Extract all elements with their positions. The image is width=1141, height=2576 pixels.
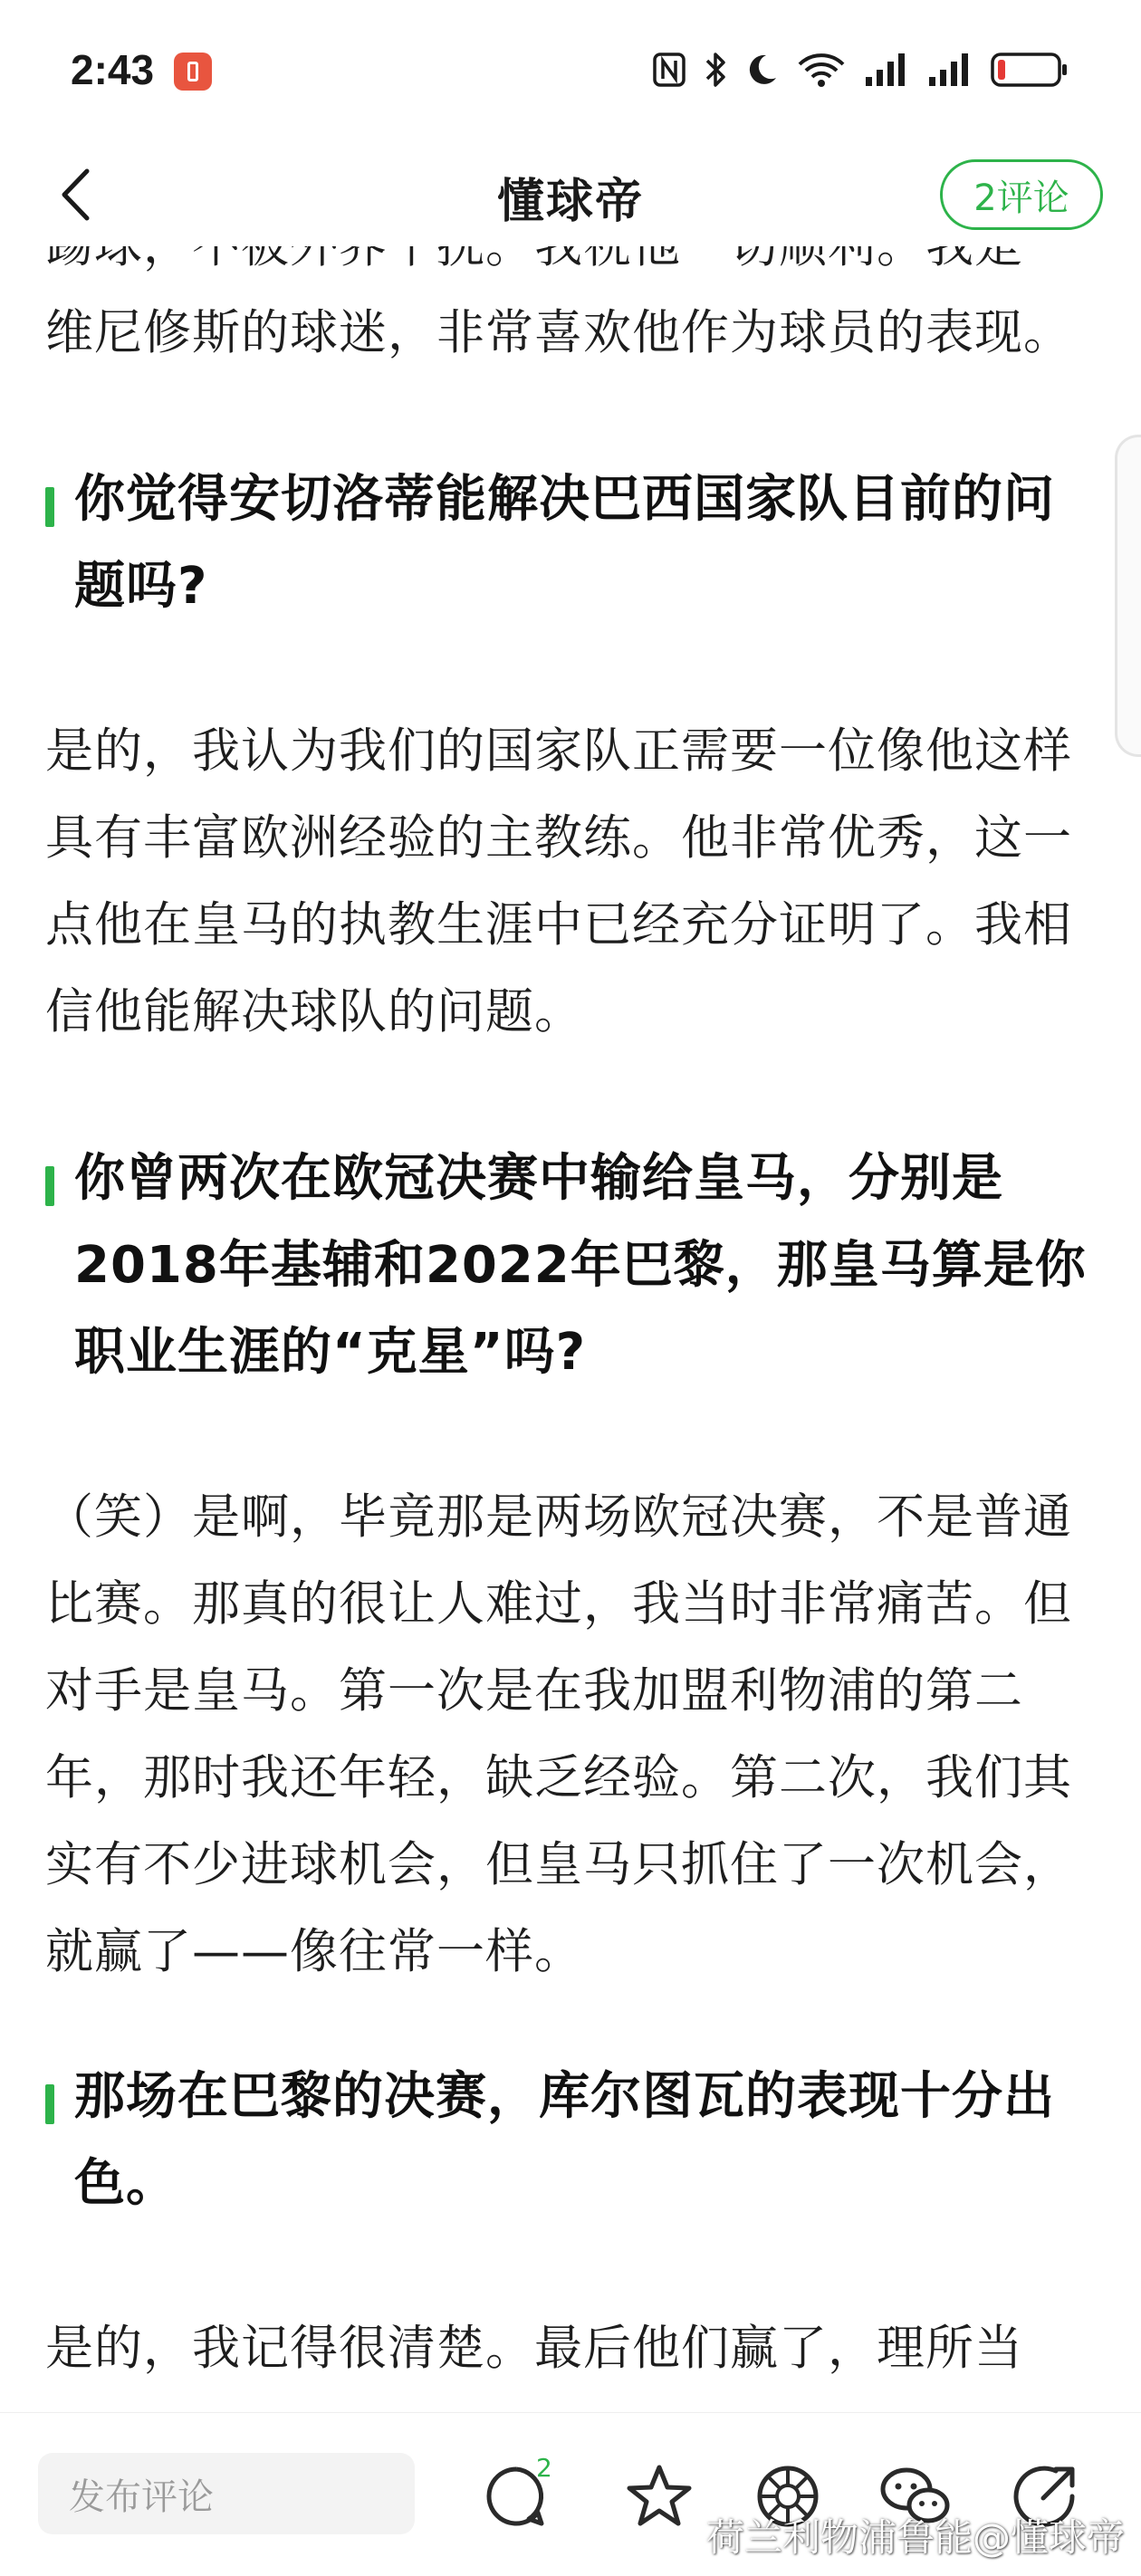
comment-input[interactable]: 发布评论 bbox=[38, 2453, 415, 2534]
top-nav-bar bbox=[0, 145, 1141, 246]
notification-app-icon bbox=[174, 53, 212, 91]
answer-paragraph: （笑）是啊，毕竟那是两场欧冠决赛，不是普通比赛。那真的很让人难过，我当时非常痛苦。但对手是皇马。第一次是在我加盟利物浦的第二年，那时我还年轻，缺乏经验。第二次，我们其实有不少进球机会，但皇马只抓住了一次机会，就赢了——像往常一样。 bbox=[45, 1489, 1072, 1979]
status-time: 2:43 bbox=[71, 46, 155, 93]
article-body bbox=[45, 246, 1096, 2392]
watermark: 荷兰利物浦鲁能@懂球帝 bbox=[705, 2515, 1125, 2560]
comments-button[interactable]: 2评论 bbox=[940, 159, 1103, 230]
question-heading: 你曾两次在欧冠决赛中输给皇马，分别是2018年基辅和2022年巴黎，那皇马算是你职业生涯的“克星”吗? bbox=[45, 1135, 1096, 1396]
status-icons bbox=[652, 47, 1069, 92]
star-icon[interactable] bbox=[621, 2458, 697, 2534]
side-drawer-handle[interactable] bbox=[1115, 435, 1141, 757]
battery-low-icon bbox=[991, 51, 1069, 89]
page-title: 懂球帝 bbox=[496, 175, 644, 229]
answer-paragraph: 是的，我认为我们的国家队正需要一位像他这样具有丰富欧洲经验的主教练。他非常优秀，这一点他在皇马的执教生涯中已经充分证明了。我相信他能解决球队的问题。 bbox=[45, 723, 1072, 1039]
signal-icon bbox=[927, 52, 973, 88]
wifi-icon bbox=[797, 52, 846, 88]
article-paragraph: 维尼修斯的球迷，非常喜欢他作为球员的表现。 bbox=[45, 305, 1072, 360]
nfc-icon bbox=[652, 52, 686, 88]
status-bar bbox=[0, 0, 1141, 145]
comment-count-badge: 2 bbox=[536, 2453, 552, 2483]
question-heading: 那场在巴黎的决赛，库尔图瓦的表现十分出色。 bbox=[45, 2054, 1096, 2227]
question-heading: 你觉得安切洛蒂能解决巴西国家队目前的问题吗? bbox=[45, 456, 1096, 630]
answer-paragraph-cut: 是的，我记得很清楚。最后他们赢了，理所当 bbox=[45, 2321, 1023, 2376]
signal-icon bbox=[864, 52, 909, 88]
bluetooth-icon bbox=[705, 51, 728, 89]
do-not-disturb-moon-icon bbox=[746, 53, 779, 87]
